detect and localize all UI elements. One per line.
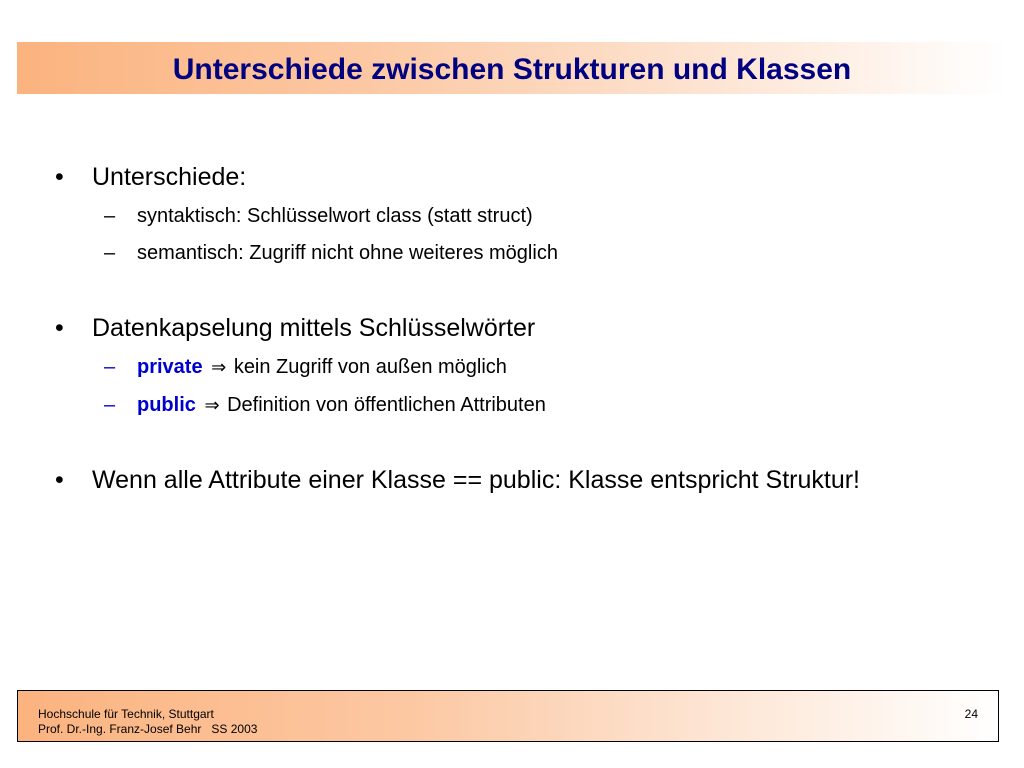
bullet-group-1 bbox=[55, 162, 935, 266]
sub-bullet-text: semantisch: Zugriff nicht ohne weiteres möglich bbox=[137, 242, 558, 264]
bullet-text: Datenkapselung mittels Schlüsselwörter bbox=[92, 314, 536, 342]
sub-bullet-item bbox=[55, 203, 935, 229]
implies-arrow-icon: ⇒ bbox=[204, 395, 220, 416]
bullet-item bbox=[55, 313, 935, 344]
footer-institution: Hochschule für Technik, Stuttgart bbox=[38, 707, 214, 721]
bullet-marker: • bbox=[55, 163, 64, 191]
implies-arrow-icon: ⇒ bbox=[211, 357, 227, 378]
dash-marker: – bbox=[104, 205, 116, 227]
sub-bullet-text: kein Zugriff von außen möglich bbox=[233, 356, 507, 378]
sub-bullet-text: Definition von öffentlichen Attributen bbox=[227, 394, 546, 416]
sub-bullet-item bbox=[55, 354, 935, 381]
dash-marker: – bbox=[104, 356, 116, 378]
bullet-group-3 bbox=[55, 465, 875, 496]
sub-bullet-item bbox=[55, 392, 935, 419]
sub-bullet-text: syntaktisch: Schlüsselwort class (statt struct) bbox=[137, 205, 533, 227]
bullet-text: Unterschiede: bbox=[92, 163, 247, 191]
keyword-public: public bbox=[137, 394, 196, 416]
dash-marker: – bbox=[104, 242, 116, 264]
bullet-marker: • bbox=[55, 314, 64, 342]
bullet-group-2 bbox=[55, 313, 935, 419]
bullet-item bbox=[55, 162, 935, 193]
page-number: 24 bbox=[964, 707, 978, 721]
sub-bullet-item bbox=[55, 240, 935, 266]
footer-bar bbox=[17, 690, 999, 742]
slide-title: Unterschiede zwischen Strukturen und Klassen bbox=[172, 53, 852, 86]
dash-marker: – bbox=[104, 394, 116, 416]
bullet-text: Wenn alle Attribute einer Klasse == public: Klasse entspricht Struktur! bbox=[92, 466, 860, 494]
bullet-item bbox=[55, 465, 875, 496]
footer-author: Prof. Dr.-Ing. Franz-Josef Behr SS 2003 bbox=[38, 722, 258, 736]
bullet-marker: • bbox=[55, 466, 64, 494]
keyword-private: private bbox=[137, 356, 203, 378]
